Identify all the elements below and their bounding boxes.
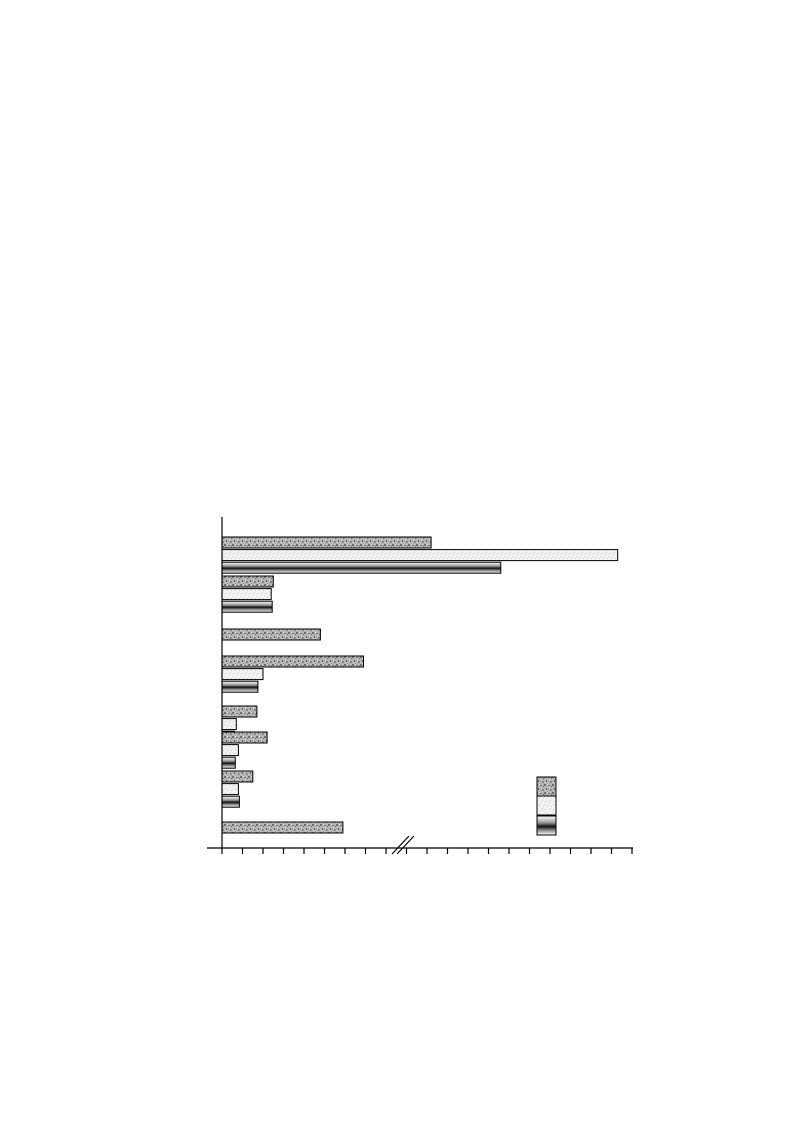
bar-group7-series2 bbox=[222, 784, 238, 795]
legend bbox=[537, 777, 556, 835]
bar-group7-series1 bbox=[222, 771, 253, 782]
bar-group1-series3 bbox=[222, 562, 501, 573]
bar-group6-series3 bbox=[222, 757, 235, 768]
bar-group7-series3 bbox=[222, 796, 239, 807]
bar-group6-series1 bbox=[222, 732, 267, 743]
bar-group1-series1 bbox=[222, 537, 431, 548]
bar-group4-series2 bbox=[222, 669, 263, 680]
bar-group5-series2 bbox=[222, 719, 236, 730]
bar-group3-series1 bbox=[222, 629, 320, 640]
bar-group4-series3 bbox=[222, 681, 258, 692]
legend-swatch-series1 bbox=[537, 777, 556, 796]
bar-group6-series2 bbox=[222, 745, 238, 756]
bar-group2-series3 bbox=[222, 601, 272, 612]
bar-group8-series1 bbox=[222, 822, 343, 833]
legend-swatch-series3 bbox=[537, 816, 556, 835]
bars-layer bbox=[222, 537, 618, 833]
axis-break-mark bbox=[397, 836, 414, 854]
bar-group1-series2 bbox=[222, 550, 618, 561]
bar-group4-series1 bbox=[222, 656, 364, 667]
bar-group2-series1 bbox=[222, 576, 273, 587]
bar-group2-series2 bbox=[222, 589, 271, 600]
legend-swatch-series2 bbox=[537, 796, 556, 815]
bar-group5-series1 bbox=[222, 706, 257, 717]
